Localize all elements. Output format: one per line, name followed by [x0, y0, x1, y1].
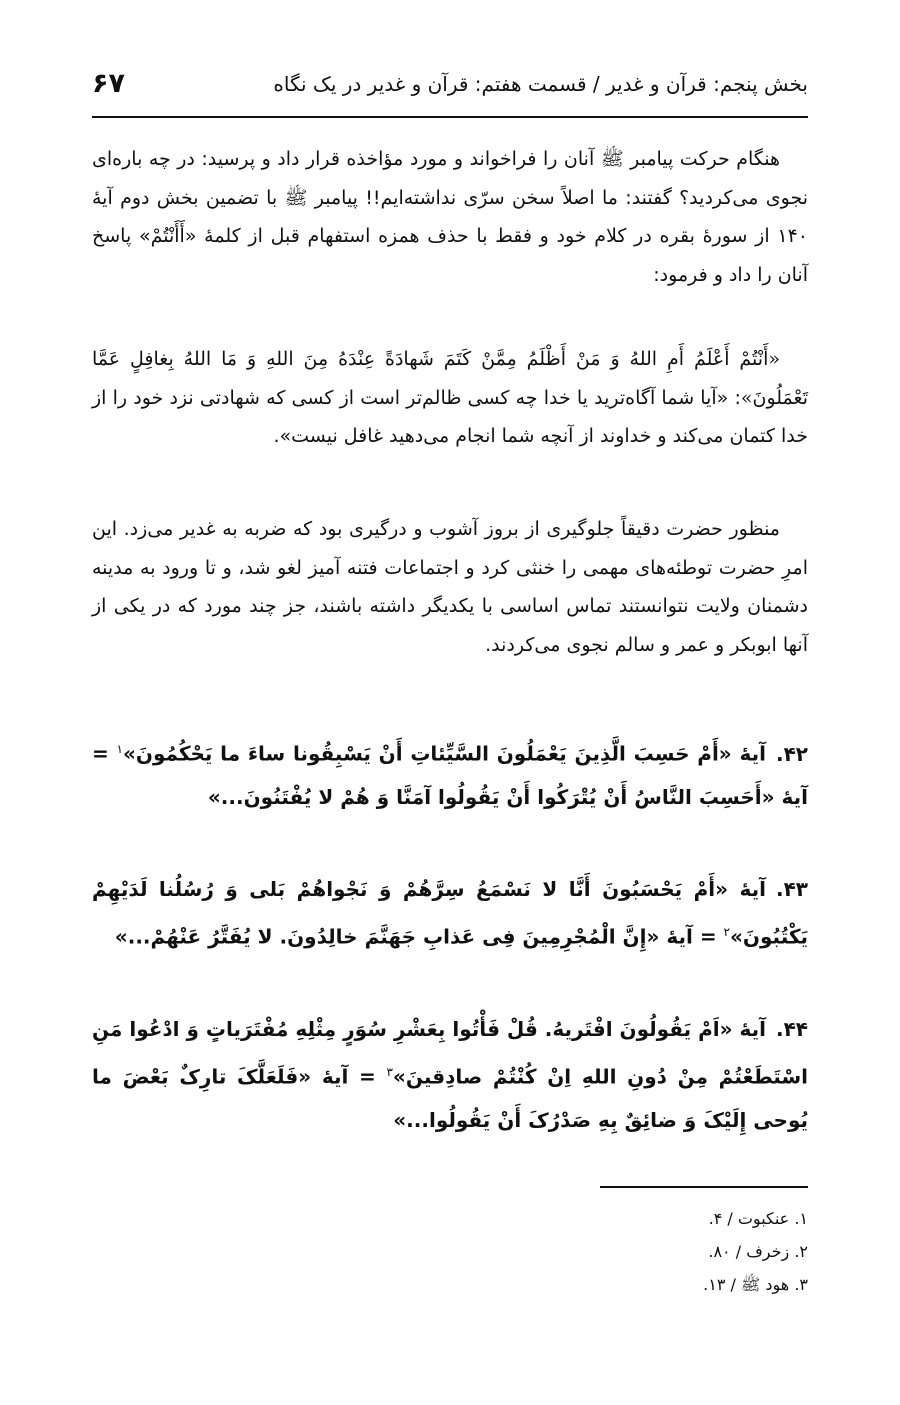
paragraph-quote	[92, 340, 808, 456]
item-verse-a: آیهٔ «أَمْ یَحْسَبُونَ أَنَّا لا نَسْمَعُ سِرَّهُمْ وَ نَجْواهُمْ بَلی وَ رُسُلُنا لَدَیْهِمْ یَکْتُبُونَ»	[92, 877, 808, 949]
item-verse-a: آیهٔ «اَمْ یَقُولُونَ افْتَریهُ. قُلْ فَأْتُوا بِعَشْرِ سُوَرٍ مِثْلِهِ مُفْتَرَیاتٍ وَ ادْعُوا مَنِ اسْتَطَعْتُمْ مِنْ دُونِ اللهِ اِنْ کُنْتُمْ صادِقینَ»	[92, 1017, 808, 1089]
footnote-ref: ۱	[116, 742, 123, 756]
footnote-2: ۲. زخرف / ۸۰.	[708, 1242, 808, 1261]
item-number: ۴۲.	[775, 741, 808, 766]
quran-verse: «أَنْتُمْ أَعْلَمُ أَمِ اللهُ وَ مَنْ أَظْلَمُ مِمَّنْ کَتَمَ شَهادَةً عِنْدَهُ مِنَ اللهِ وَ مَا اللهُ بِغافِلٍ عَمَّا تَعْمَلُونَ»	[92, 348, 808, 409]
paragraph-3	[92, 510, 808, 664]
paragraph-1	[92, 140, 808, 294]
footnote-divider	[600, 1186, 808, 1188]
footnote-1: ۱. عنکبوت / ۴.	[708, 1209, 808, 1228]
header-title: بخش پنجم: قرآن و غدیر / قسمت هفتم: قرآن و غدیر در یک نگاه	[273, 72, 808, 96]
footnote-3: ۳. هود ﷺ / ۱۳.	[703, 1275, 808, 1294]
paragraph-2	[92, 340, 808, 456]
footnote-ref: ۳	[386, 1065, 393, 1079]
running-header	[92, 60, 808, 118]
verse-item-42	[92, 728, 808, 819]
paragraph-text: هنگام حرکت پیامبر ﷺ آنان را فراخواند و مورد مؤاخذه قرار داد و پرسید: در چه باره‌ای نجوی می‌کردید؟ گفتند: ما اصلاً سخن سرّی نداشته‌ایم!! پیامبر ﷺ با تضمین بخش دوم آیهٔ ۱۴۰ از سورهٔ بقره در کلام خود و فقط با حذف همزه استفهام قبل از کلمهٔ «أَأَنْتُمْ» پاسخ آنان را داد و فرمود:	[92, 148, 808, 286]
verse-translation: : «آیا شما آگاه‌ترید یا خدا چه کسی ظالم‌تر است از کسی که شهادتی نزد خود را از خدا کتمان می‌کند و خداوند از آنچه شما انجام می‌دهید غافل نیست».	[92, 386, 808, 447]
footnote-ref: ۲	[723, 925, 730, 939]
item-number: ۴۴.	[775, 1017, 808, 1041]
page-number: ۶۷	[92, 68, 125, 99]
item-verse-b: = آیهٔ «أَحَسِبَ النَّاسُ أَنْ یُتْرَکُوا أَنْ یَقُولُوا آمَنَّا وَ هُمْ لا یُفْتَنُونَ...»	[92, 741, 808, 809]
footnotes	[703, 1202, 808, 1301]
item-verse-b: = آیهٔ «إِنَّ الْمُجْرِمِینَ فِی عَذابِ جَهَنَّمَ خالِدُونَ. لا یُفَتَّرُ عَنْهُمْ...»	[114, 924, 724, 949]
item-verse-b: = آیهٔ «فَلَعَلَّکَ تارِکٌ بَعْضَ ما یُوحی إِلَیْکَ وَ ضائِقٌ بِهِ صَدْرُکَ أَنْ یَقُولُوا...»	[92, 1064, 808, 1132]
verse-item-43	[92, 868, 808, 959]
item-verse-a: آیهٔ «أَمْ حَسِبَ الَّذِینَ یَعْمَلُونَ السَّیِّئاتِ أَنْ یَسْبِقُونا ساءَ ما یَحْکُمُونَ»	[122, 741, 766, 766]
item-number: ۴۳.	[775, 877, 808, 901]
verse-item-44	[92, 1008, 808, 1142]
paragraph-text: منظور حضرت دقیقاً جلوگیری از بروز آشوب و درگیری بود که ضربه به غدیر می‌زد. این امرِ حضرت توطئه‌های مهمی را خنثی کرد و اجتماعات فتنه آمیز لغو شد، و تا ورود به مدینه دشمنان ولایت نتوانستند تماس اساسی با یکدیگر داشته باشند، جز چند مورد که در یکی از آنها ابوبکر و عمر و سالم نجوی می‌کردند.	[92, 518, 808, 656]
